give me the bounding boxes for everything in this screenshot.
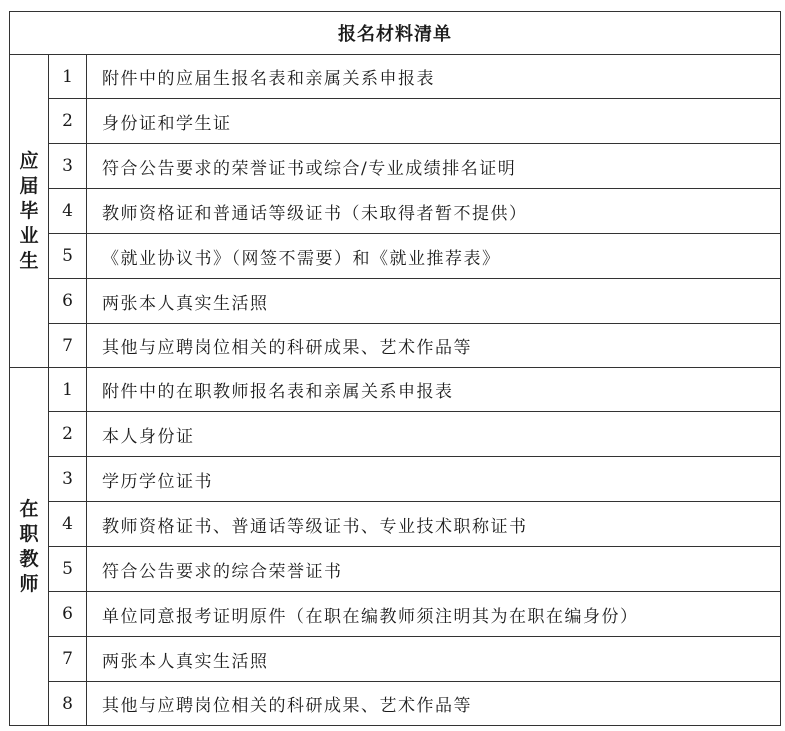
item-text: 附件中的应届生报名表和亲属关系申报表 [87, 55, 781, 99]
table-row [10, 502, 781, 547]
table-row [10, 99, 781, 144]
item-text: 单位同意报考证明原件（在职在编教师须注明其为在职在编身份） [87, 592, 781, 637]
item-number: 3 [49, 144, 87, 189]
table-row [10, 412, 781, 457]
item-text: 附件中的在职教师报名表和亲属关系申报表 [87, 368, 781, 412]
item-text: 两张本人真实生活照 [87, 637, 781, 682]
item-number: 1 [49, 368, 87, 412]
item-text: 教师资格证和普通话等级证书（未取得者暂不提供） [87, 189, 781, 234]
table-row [10, 368, 781, 412]
item-number: 4 [49, 502, 87, 547]
table-row [10, 55, 781, 99]
table-row [10, 324, 781, 368]
item-number: 5 [49, 547, 87, 592]
item-number: 2 [49, 99, 87, 144]
item-text: 本人身份证 [87, 412, 781, 457]
item-number: 7 [49, 637, 87, 682]
table-row [10, 682, 781, 726]
table-row [10, 637, 781, 682]
table-row [10, 547, 781, 592]
item-number: 5 [49, 234, 87, 279]
item-text: 符合公告要求的荣誉证书或综合/专业成绩排名证明 [87, 144, 781, 189]
item-number: 7 [49, 324, 87, 368]
table-title: 报名材料清单 [10, 12, 781, 55]
item-text: 教师资格证书、普通话等级证书、专业技术职称证书 [87, 502, 781, 547]
table-row [10, 144, 781, 189]
item-text: 《就业协议书》（网签不需要）和《就业推荐表》 [87, 234, 781, 279]
item-text: 符合公告要求的综合荣誉证书 [87, 547, 781, 592]
item-text: 其他与应聘岗位相关的科研成果、艺术作品等 [87, 682, 781, 726]
item-number: 8 [49, 682, 87, 726]
table-row [10, 234, 781, 279]
group-label-graduates: 应届毕业生 [10, 55, 49, 368]
item-number: 3 [49, 457, 87, 502]
item-number: 6 [49, 592, 87, 637]
table-row [10, 592, 781, 637]
table-row [10, 189, 781, 234]
item-text: 其他与应聘岗位相关的科研成果、艺术作品等 [87, 324, 781, 368]
group-label-teachers: 在职教师 [10, 368, 49, 726]
table-row [10, 279, 781, 324]
item-text: 两张本人真实生活照 [87, 279, 781, 324]
item-number: 6 [49, 279, 87, 324]
table-row [10, 457, 781, 502]
item-text: 身份证和学生证 [87, 99, 781, 144]
item-number: 4 [49, 189, 87, 234]
table-header-row [10, 12, 781, 55]
item-text: 学历学位证书 [87, 457, 781, 502]
item-number: 2 [49, 412, 87, 457]
materials-checklist-table [9, 11, 781, 726]
item-number: 1 [49, 55, 87, 99]
